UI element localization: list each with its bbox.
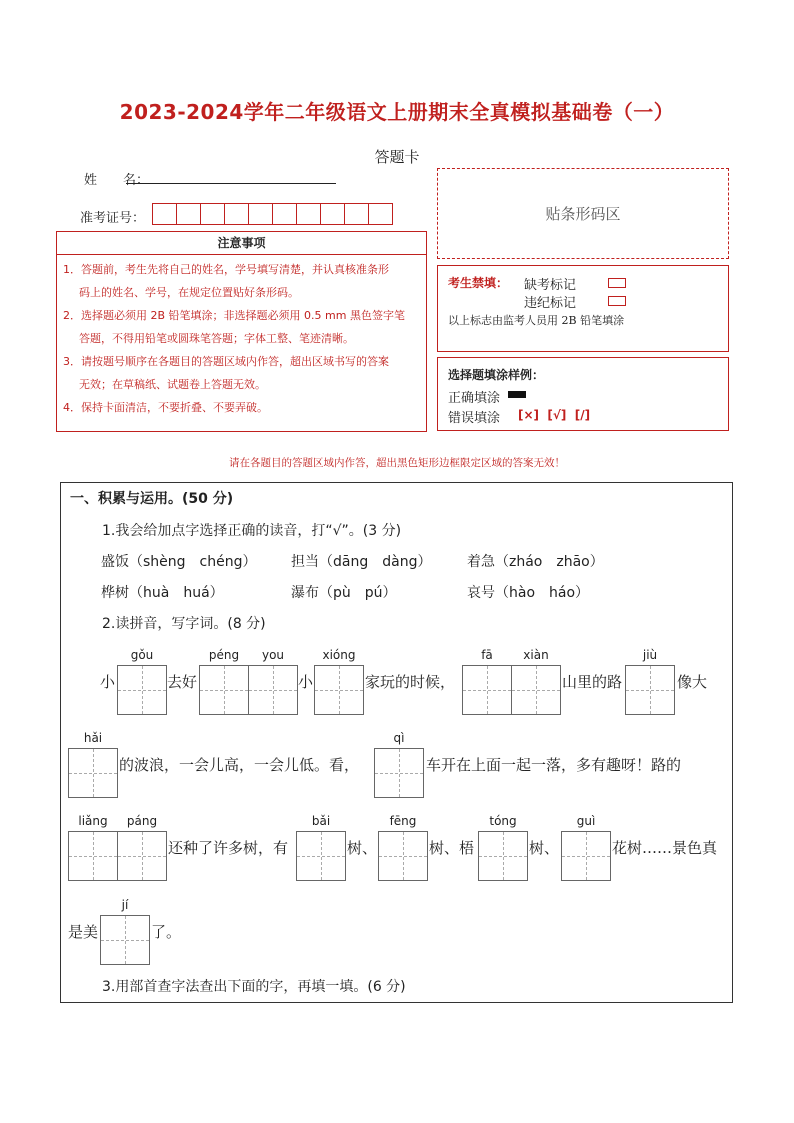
pinyin-label: péng — [208, 648, 240, 662]
passage-text: 车开在上面一起一落，多有趣呀！路的 — [426, 756, 682, 774]
absent-mark-box[interactable] — [608, 278, 626, 288]
correct-fill-label: 正确填涂 — [448, 391, 501, 406]
passage-text: 花树……景色真 — [612, 839, 718, 857]
page-subtitle: 答题卡 — [374, 148, 420, 166]
pinyin-label: bǎi — [311, 814, 331, 828]
barcode-area — [437, 168, 729, 259]
q1-item[interactable]: 瀑布（pù pú） — [291, 585, 397, 601]
writing-grid-cell[interactable] — [68, 831, 118, 881]
notice-item: 2．选择题必须用 2B 铅笔填涂；非选择题必须用 0.5 mm 黑色签字笔 — [63, 309, 405, 322]
id-label: 准考证号： — [80, 211, 146, 226]
writing-grid-cell[interactable] — [511, 665, 561, 715]
notice-heading: 注意事项 — [57, 232, 426, 255]
writing-grid-cell[interactable] — [296, 831, 346, 881]
pinyin-label: guì — [576, 814, 596, 828]
id-boxes — [152, 203, 393, 225]
passage-text: 树、 — [347, 839, 378, 857]
q1-item[interactable]: 着急（zháo zhāo） — [467, 554, 604, 570]
writing-grid-cell[interactable] — [462, 665, 512, 715]
pinyin-label: you — [261, 648, 285, 662]
section-heading: 一、积累与运用。(50 分) — [70, 491, 234, 507]
writing-grid-cell[interactable] — [117, 665, 167, 715]
name-label: 姓 名： — [84, 173, 150, 188]
writing-grid-cell[interactable] — [100, 915, 150, 965]
notice-item: 无效；在草稿纸、试题卷上答题无效。 — [79, 378, 266, 391]
id-digit-box[interactable] — [248, 203, 273, 225]
id-digit-box[interactable] — [224, 203, 249, 225]
passage-text: 家玩的时候， — [365, 673, 456, 691]
id-digit-box[interactable] — [296, 203, 321, 225]
writing-grid-cell[interactable] — [117, 831, 167, 881]
pinyin-label: fēng — [389, 814, 417, 828]
writing-grid-cell[interactable] — [625, 665, 675, 715]
barcode-label: 贴条形码区 — [545, 205, 621, 223]
id-digit-box[interactable] — [176, 203, 201, 225]
pinyin-label: qì — [393, 731, 405, 745]
id-digit-box[interactable] — [344, 203, 369, 225]
examiner-box — [437, 265, 729, 352]
pinyin-label: páng — [126, 814, 158, 828]
pinyin-label: tóng — [489, 814, 517, 828]
pinyin-label: xióng — [322, 648, 356, 662]
passage-text: 了。 — [151, 923, 182, 941]
pinyin-label: hǎi — [83, 731, 103, 745]
name-field[interactable] — [126, 167, 336, 184]
notice-box — [56, 231, 427, 432]
question-2-prompt: 2.读拼音，写字词。(8 分) — [102, 616, 266, 632]
q1-item[interactable]: 哀号（hào háo） — [467, 585, 590, 601]
writing-grid-cell[interactable] — [248, 665, 298, 715]
pinyin-label: liǎng — [78, 814, 108, 828]
id-digit-box[interactable] — [200, 203, 225, 225]
passage-text: 树、 — [529, 839, 560, 857]
answer-area-warning: 请在各题目的答题区域内作答，超出黑色矩形边框限定区域的答案无效！ — [229, 457, 565, 469]
notice-item: 1．答题前，考生先将自己的姓名，学号填写清楚，并认真核准条形 — [63, 263, 389, 276]
passage-text: 小 — [298, 673, 314, 691]
passage-text: 是美 — [68, 923, 99, 941]
pinyin-label: gǒu — [130, 648, 154, 662]
wrong-fill-marks: [×] [√] [/] — [518, 408, 591, 422]
q1-item[interactable]: 桦树（huà huá） — [101, 585, 224, 601]
passage-text: 的波浪，一会儿高，一会儿低。看， — [119, 756, 360, 774]
fill-sample-heading: 选择题填涂样例： — [448, 368, 545, 382]
writing-grid-cell[interactable] — [68, 748, 118, 798]
question-1-prompt: 1.我会给加点字选择正确的读音，打“√”。(3 分) — [102, 523, 402, 539]
correct-fill-sample — [508, 391, 526, 398]
q1-item[interactable]: 盛饭（shèng chéng） — [101, 554, 257, 570]
passage-text: 山里的路 — [562, 673, 623, 691]
passage-text: 小 — [100, 673, 116, 691]
fill-sample-box — [437, 357, 729, 431]
notice-item: 3．请按题号顺序在各题目的答题区域内作答，超出区域书写的答案 — [63, 355, 389, 368]
pinyin-label: jiù — [642, 648, 658, 662]
notice-item: 答题，不得用铅笔或圆珠笔答题；字体工整、笔迹清晰。 — [79, 332, 354, 345]
writing-grid-cell[interactable] — [374, 748, 424, 798]
id-digit-box[interactable] — [152, 203, 177, 225]
q1-item[interactable]: 担当（dāng dàng） — [291, 554, 432, 570]
violation-label: 违纪标记 — [524, 296, 577, 311]
passage-text: 去好 — [167, 673, 198, 691]
id-digit-box[interactable] — [368, 203, 393, 225]
writing-grid-cell[interactable] — [378, 831, 428, 881]
id-digit-box[interactable] — [320, 203, 345, 225]
writing-grid-cell[interactable] — [478, 831, 528, 881]
writing-grid-cell[interactable] — [561, 831, 611, 881]
writing-grid-cell[interactable] — [199, 665, 249, 715]
pinyin-label: jí — [121, 898, 129, 912]
page-title: 2023-2024学年二年级语文上册期末全真模拟基础卷（一） — [119, 100, 675, 124]
question-3-prompt: 3.用部首查字法查出下面的字，再填一填。(6 分) — [102, 979, 406, 995]
violation-mark-box[interactable] — [608, 296, 626, 306]
passage-text: 还种了许多树，有 — [168, 839, 289, 857]
wrong-fill-label: 错误填涂 — [448, 411, 501, 426]
notice-item: 4．保持卡面清洁，不要折叠、不要弄破。 — [63, 401, 268, 414]
examiner-label: 考生禁填： — [448, 276, 509, 290]
pinyin-label: xiàn — [523, 648, 549, 662]
pinyin-label: fā — [481, 648, 493, 662]
writing-grid-cell[interactable] — [314, 665, 364, 715]
passage-text: 树、梧 — [429, 839, 475, 857]
id-digit-box[interactable] — [272, 203, 297, 225]
absent-label: 缺考标记 — [524, 278, 577, 293]
examiner-note: 以上标志由监考人员用 2B 铅笔填涂 — [448, 314, 625, 327]
passage-text: 像大 — [677, 673, 708, 691]
notice-item: 码上的姓名、学号，在规定位置贴好条形码。 — [79, 286, 299, 299]
